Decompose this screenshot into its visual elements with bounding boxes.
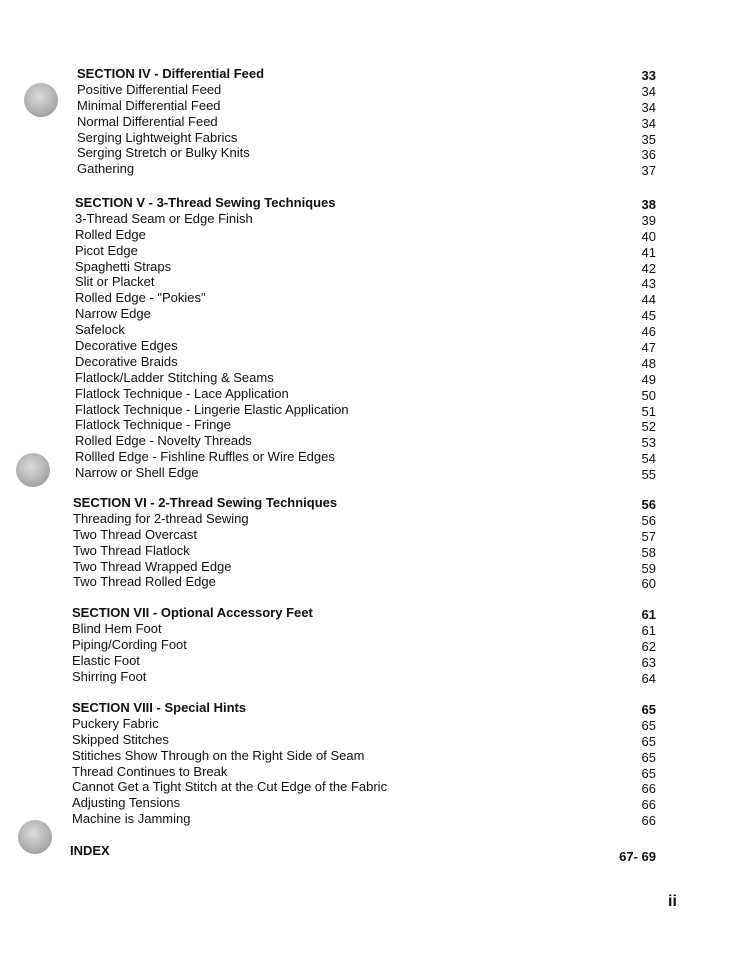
entry-label: Rolled Edge (75, 226, 146, 242)
entry-page: 66 (641, 797, 656, 813)
entry-label: Skipped Stitches (72, 731, 169, 747)
entry-page: 47 (641, 340, 656, 356)
section-page: 56 (641, 497, 656, 512)
entry-page: 58 (641, 544, 656, 560)
entry-label: Piping/Cording Foot (72, 636, 187, 652)
toc-entry (72, 748, 670, 764)
toc-entry (75, 322, 670, 338)
entry-label: Two Thread Flatlock (73, 542, 190, 558)
page-number: ii (668, 893, 677, 910)
entry-label: Thread Continues to Break (72, 763, 228, 779)
toc-entry (75, 433, 670, 449)
toc-entry (77, 145, 670, 161)
entry-label: Narrow or Shell Edge (75, 465, 199, 481)
entry-page: 52 (641, 419, 656, 435)
toc-entry (75, 449, 670, 465)
toc-entry (72, 779, 670, 795)
entry-page: 56 (641, 512, 656, 528)
section-title: SECTION V - 3-Thread Sewing Techniques (75, 195, 336, 210)
toc-section (72, 700, 670, 827)
entry-page: 34 (641, 83, 656, 99)
entry-page: 61 (641, 622, 656, 638)
toc-entry (75, 465, 670, 481)
entry-label: Threading for 2-thread Sewing (73, 510, 249, 526)
entry-page: 55 (641, 467, 656, 483)
entry-page: 35 (641, 131, 656, 147)
entry-page: 57 (641, 528, 656, 544)
entry-label: 3-Thread Seam or Edge Finish (75, 210, 253, 226)
entry-page: 50 (641, 387, 656, 403)
entry-page: 63 (641, 654, 656, 670)
entry-label: Stitiches Show Through on the Right Side of Seam (72, 747, 365, 763)
toc-entry (75, 417, 670, 433)
section-title: SECTION VII - Optional Accessory Feet (72, 605, 313, 620)
entry-page: 41 (641, 244, 656, 260)
entry-label: Rollled Edge - Fishline Ruffles or Wire Edges (75, 449, 335, 465)
entry-label: Serging Stretch or Bulky Knits (77, 145, 250, 161)
toc-entry (72, 732, 670, 748)
section-heading (72, 700, 670, 716)
entry-page: 65 (641, 733, 656, 749)
section-heading (77, 66, 670, 82)
entry-label: Decorative Braids (75, 353, 178, 369)
entry-page: 65 (641, 765, 656, 781)
entry-label: Positive Differential Feed (77, 81, 222, 97)
entry-page: 64 (641, 670, 656, 686)
entry-label: Two Thread Rolled Edge (73, 574, 216, 590)
toc-entry (75, 386, 670, 402)
toc-entry (75, 370, 670, 386)
entry-page: 42 (641, 260, 656, 276)
entry-label: Two Thread Wrapped Edge (73, 558, 232, 574)
entry-label: Flatlock Technique - Fringe (75, 417, 231, 433)
index-page: 67- 69 (619, 849, 656, 864)
entry-page: 48 (641, 355, 656, 371)
section-page: 65 (641, 702, 656, 717)
entry-page: 66 (641, 781, 656, 797)
toc-entry (77, 82, 670, 98)
entry-page: 39 (641, 212, 656, 228)
entry-label: Flatlock Technique - Lace Application (75, 385, 289, 401)
entry-page: 40 (641, 228, 656, 244)
section-page: 61 (641, 607, 656, 622)
entry-page: 34 (641, 115, 656, 131)
section-heading (75, 195, 670, 211)
entry-page: 60 (641, 576, 656, 592)
toc-entry (75, 306, 670, 322)
entry-label: Flatlock/Ladder Stitching & Seams (75, 369, 274, 385)
toc-entry (77, 98, 670, 114)
entry-page: 46 (641, 324, 656, 340)
entry-page: 34 (641, 99, 656, 115)
entry-label: Rolled Edge - "Pokies" (75, 290, 206, 306)
toc-entry (73, 527, 670, 543)
toc-entry (75, 243, 670, 259)
toc-entry (75, 290, 670, 306)
toc-entry (73, 574, 670, 590)
entry-page: 54 (641, 451, 656, 467)
entry-label: Minimal Differential Feed (77, 97, 221, 113)
toc-entry (75, 338, 670, 354)
section-title: SECTION VIII - Special Hints (72, 700, 247, 715)
entry-label: Serging Lightweight Fabrics (77, 129, 238, 145)
entry-label: Slit or Placket (75, 274, 155, 290)
section-heading (73, 495, 670, 511)
entry-label: Cannot Get a Tight Stitch at the Cut Edge of the Fabric (72, 779, 388, 795)
toc-entry (72, 669, 670, 685)
toc-entry (72, 811, 670, 827)
entry-label: Machine is Jamming (72, 811, 191, 827)
toc-index-row (70, 843, 670, 864)
toc-entry (72, 653, 670, 669)
index-label: INDEX (70, 843, 110, 858)
entry-label: Normal Differential Feed (77, 113, 218, 129)
entry-page: 49 (641, 371, 656, 387)
toc-entry (73, 543, 670, 559)
entry-page: 65 (641, 749, 656, 765)
entry-label: Shirring Foot (72, 668, 147, 684)
entry-label: Picot Edge (75, 242, 138, 258)
toc-entry (77, 114, 670, 130)
toc-entry (72, 716, 670, 732)
toc-entry (75, 354, 670, 370)
entry-label: Elastic Foot (72, 652, 140, 668)
toc-section (77, 66, 670, 177)
toc-entry (75, 274, 670, 290)
section-title: SECTION IV - Differential Feed (77, 66, 265, 81)
entry-label: Spaghetti Straps (75, 258, 172, 274)
entry-label: Safelock (75, 322, 125, 338)
toc-section (75, 195, 670, 481)
entry-label: Adjusting Tensions (72, 795, 181, 811)
toc-entry (73, 559, 670, 575)
toc-entry (72, 795, 670, 811)
toc-section (73, 495, 670, 590)
toc-entry (77, 161, 670, 177)
entry-label: Rolled Edge - Novelty Threads (75, 433, 252, 449)
entry-page: 62 (641, 638, 656, 654)
entry-label: Blind Hem Foot (72, 620, 162, 636)
section-page: 33 (641, 68, 656, 83)
entry-page: 66 (641, 813, 656, 829)
entry-page: 59 (641, 560, 656, 576)
toc-section (72, 605, 670, 684)
toc-entry (72, 621, 670, 637)
entry-page: 37 (641, 163, 656, 179)
toc-entry (75, 259, 670, 275)
toc-entry (75, 211, 670, 227)
toc-entry (77, 130, 670, 146)
entry-page: 36 (641, 147, 656, 163)
entry-page: 65 (641, 717, 656, 733)
section-page: 38 (641, 197, 656, 212)
toc-entry (72, 764, 670, 780)
entry-label: Flatlock Technique - Lingerie Elastic Application (75, 401, 349, 417)
toc-entry (75, 227, 670, 243)
entry-label: Narrow Edge (75, 306, 151, 322)
entry-page: 51 (641, 403, 656, 419)
toc-entry (72, 637, 670, 653)
entry-label: Decorative Edges (75, 338, 178, 354)
section-heading (72, 605, 670, 621)
toc-entry (75, 402, 670, 418)
entry-label: Gathering (77, 161, 135, 177)
entry-page: 44 (641, 292, 656, 308)
entry-page: 45 (641, 308, 656, 324)
entry-page: 43 (641, 276, 656, 292)
entry-page: 53 (641, 435, 656, 451)
section-title: SECTION VI - 2-Thread Sewing Techniques (73, 495, 338, 510)
entry-label: Puckery Fabric (72, 715, 159, 731)
entry-label: Two Thread Overcast (73, 526, 198, 542)
toc-entry (73, 511, 670, 527)
